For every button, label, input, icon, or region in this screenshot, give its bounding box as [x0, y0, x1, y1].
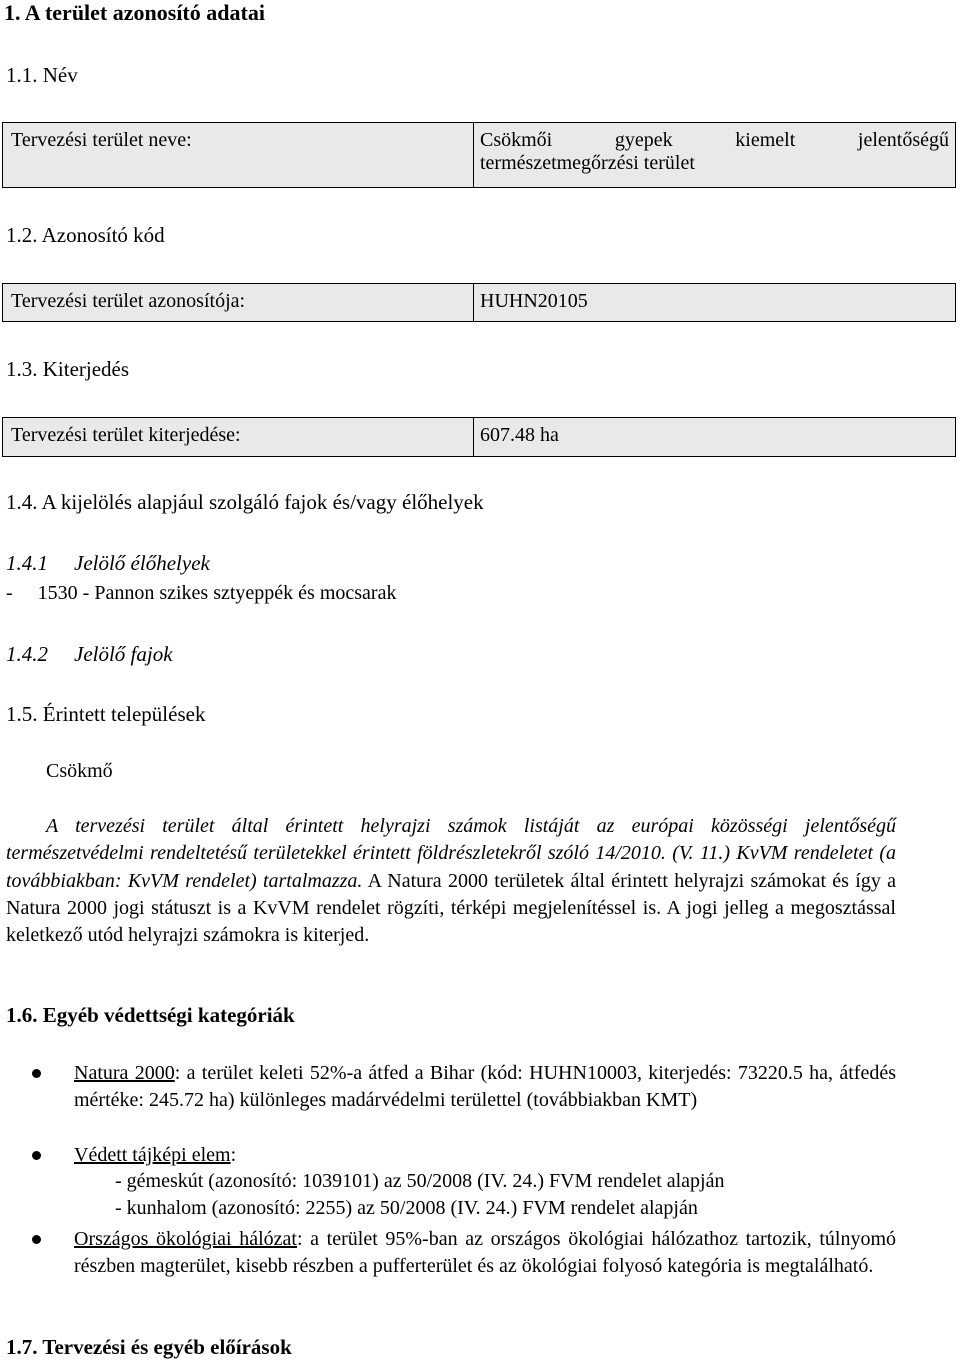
extent-label: Tervezési terület kiterjedése: [3, 418, 474, 456]
bullet-dot-1 [32, 1069, 41, 1078]
name-value-line1: Csökmői gyepek kiemelt jelentőségű [480, 129, 949, 151]
name-value [474, 123, 955, 187]
settlement-name: Csökmő [46, 760, 113, 782]
ecological-network-text: : a terület 95%-ban az országos ökológiai hálózathoz tartozik, túlnyomó részben magterület, kisebb részben a pufferterület és az ökológiai folyosó kategória is megtalálható. [74, 1228, 897, 1278]
bullet-dot-2 [32, 1151, 41, 1160]
name-table [2, 122, 956, 188]
paragraph-part-a: A tervezési terület által érintett helyrajzi számok listáját az európai közösségi jelentőségű természetvédelmi rendeltetésű területekkel érintett földrészletekről szóló 14/2010. (V. 11.) KvVM rendeletet (a továbbiakban: KvVM rendelet) tartalmazza. [6, 815, 896, 892]
section-1-4-2-title: Jelölő fajok [74, 642, 173, 666]
section-1-2-heading: 1.2. Azonosító kód [6, 223, 165, 247]
section-1-4-2-heading [6, 642, 173, 667]
landscape-item-mound: - kunhalom (azonosító: 2255) az 50/2008 (IV. 24.) FVM rendelet alapján [115, 1197, 698, 1219]
section-1-6-heading: 1.6. Egyéb védettségi kategóriák [6, 1003, 295, 1027]
section-1-3-heading: 1.3. Kiterjedés [6, 357, 130, 381]
section-1-7-heading: 1.7. Tervezési és egyéb előírások [6, 1335, 292, 1359]
section-1-4-heading: 1.4. A kijelölés alapjául szolgáló fajok és/vagy élőhelyek [6, 490, 484, 514]
section-1-5-heading: 1.5. Érintett települések [6, 702, 206, 726]
section-1-heading: 1. A terület azonosító adatai [4, 0, 265, 25]
section-1-1-heading: 1.1. Név [6, 63, 78, 87]
ecological-network-link[interactable]: Országos ökológiai hálózat [74, 1228, 297, 1250]
landscape-element-text: : [230, 1144, 237, 1166]
bullet-landscape [74, 1142, 896, 1169]
natura-2000-text: : a terület keleti 52%-a átfed a Bihar (kód: HUHN10003, kiterjedés: 73220.5 ha, átfedés mértéke: 245.72 ha) különleges madárvédelmi területtel (továbbiakban KMT) [74, 1062, 897, 1112]
code-label: Tervezési terület azonosítója: [3, 284, 474, 321]
name-label: Tervezési terület neve: [3, 123, 474, 187]
section-1-5-paragraph [6, 813, 896, 949]
extent-value: 607.48 ha [480, 424, 559, 446]
section-1-4-2-number: 1.4.2 [6, 642, 48, 666]
natura-2000-link[interactable]: Natura 2000 [74, 1062, 175, 1084]
bullet-dot-3 [32, 1235, 41, 1244]
name-value-line2: természetmegőrzési terület [480, 152, 695, 174]
landscape-item-well: - gémeskút (azonosító: 1039101) az 50/2008 (IV. 24.) FVM rendelet alapján [115, 1170, 725, 1192]
code-value: HUHN20105 [480, 290, 588, 312]
section-1-4-1-heading [6, 551, 210, 576]
bullet-natura [74, 1060, 896, 1115]
paragraph-part-c: A jogi jelleg a megosztással keletkező utód helyrajzi számokra is kiterjed. [6, 896, 896, 947]
habitat-item: - 1530 - Pannon szikes sztyeppék és mocsarak [6, 582, 397, 604]
code-table [2, 283, 956, 322]
section-1-4-1-number: 1.4.1 [6, 551, 48, 575]
bullet-ecological-network [74, 1226, 896, 1281]
section-1-4-1-title: Jelölő élőhelyek [74, 551, 210, 575]
landscape-element-link[interactable]: Védett tájképi elem [74, 1144, 231, 1166]
extent-table [2, 417, 956, 457]
paragraph-part-b: A Natura 2000 területek által érintett helyrajzi számokat és így a Natura 2000 jogi státuszt is a KvVM rendelet rögzíti, térképi megjelenítéssel is. [6, 869, 896, 919]
